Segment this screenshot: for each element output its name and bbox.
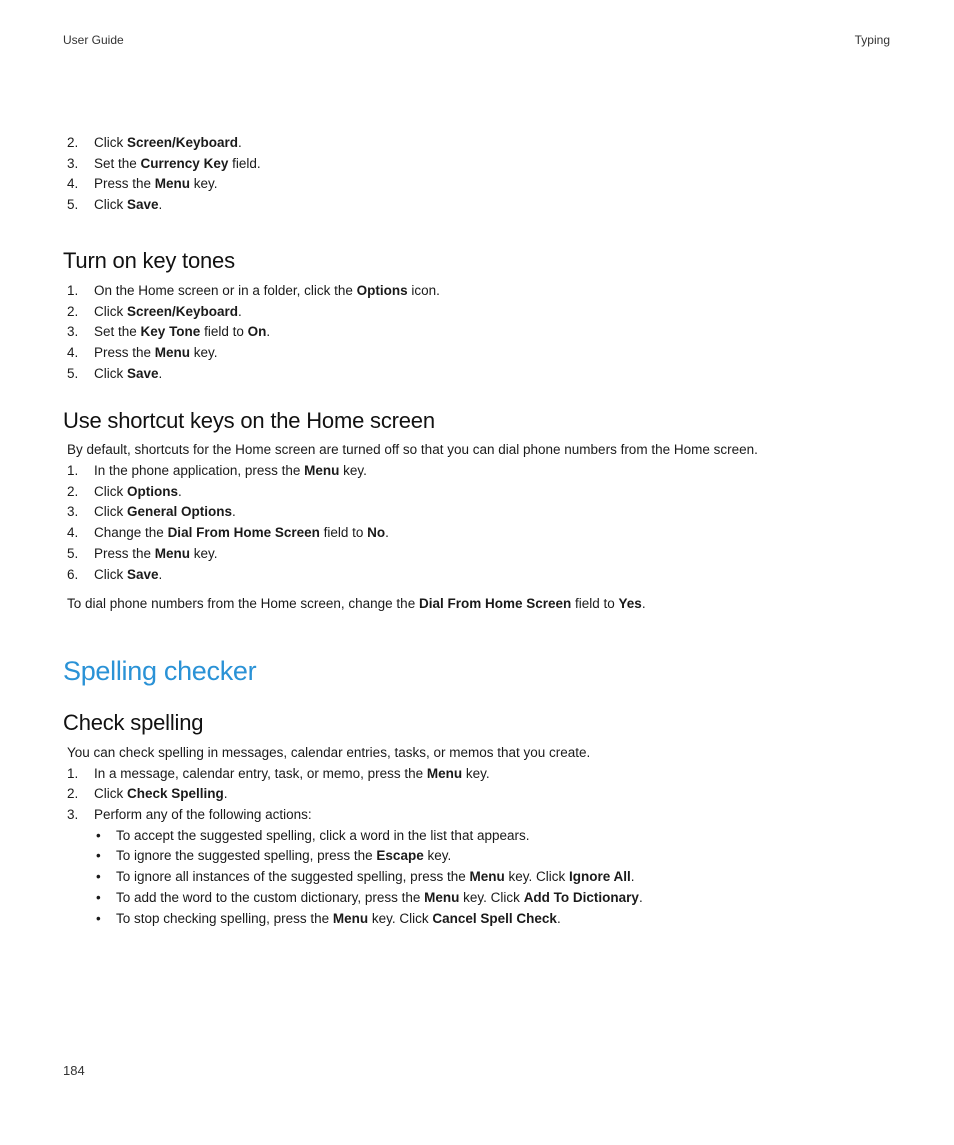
text-run: . (630, 869, 635, 885)
shortcut-keys-note (63, 594, 893, 615)
section-key-tones (63, 247, 893, 385)
text-run: Perform any of the following actions: (94, 807, 312, 823)
text-run: Set the (94, 155, 141, 171)
ui-term: Check Spelling (127, 786, 224, 802)
text-run: Click (94, 135, 127, 150)
ui-term: Dial From Home Screen (418, 596, 572, 612)
text-run: field to (319, 525, 368, 541)
text-run: . (238, 135, 242, 150)
step-number: 1. (67, 765, 79, 781)
ui-term: Ignore All (568, 869, 631, 885)
step-item (63, 281, 893, 302)
section-shortcut-keys (63, 407, 893, 615)
step-item (63, 805, 893, 826)
text-run: Click (94, 197, 127, 213)
action-item (63, 826, 893, 847)
text-run: key. (462, 765, 490, 781)
text-run: key. Click (459, 889, 524, 905)
text-run: Set the (94, 324, 141, 340)
text-run: key. Click (504, 869, 569, 885)
running-header-right: Typing (854, 33, 890, 47)
text-run: . (238, 303, 242, 319)
step-number: 3. (67, 504, 79, 520)
text-run: Press the (94, 344, 155, 360)
step-number: 3. (67, 155, 79, 171)
text-run: Click (94, 483, 127, 499)
text-run: . (158, 365, 163, 381)
text-run: key. (190, 176, 218, 192)
action-item (63, 846, 893, 867)
step-item (63, 482, 893, 503)
text-run: field to (571, 596, 619, 612)
shortcut-keys-steps-list (63, 461, 893, 585)
action-item (63, 888, 893, 909)
text-run: icon. (407, 282, 440, 298)
ui-term: Screen/Keyboard (127, 135, 239, 150)
step-item (63, 502, 893, 523)
step-item (63, 565, 893, 586)
step-number: 3. (67, 807, 79, 823)
action-item (63, 909, 893, 930)
bullet-icon: • (96, 869, 101, 885)
text-run: . (158, 197, 163, 213)
shortcut-keys-intro (63, 440, 893, 461)
text-run: . (556, 910, 561, 926)
bullet-icon: • (96, 910, 101, 926)
ui-term: Options (356, 282, 408, 298)
text-run: . (223, 786, 228, 802)
text-run: key. (190, 344, 218, 360)
page-number: 184 (63, 1063, 85, 1078)
step-number: 5. (67, 197, 79, 213)
text-run: Press the (94, 545, 155, 561)
action-item (63, 867, 893, 888)
text-run: . (638, 889, 643, 905)
ui-term: Menu (426, 765, 463, 781)
text-run: key. (190, 545, 218, 561)
ui-term: Save (127, 566, 159, 582)
step-item (63, 322, 893, 343)
step-item (63, 364, 893, 385)
step-item (63, 523, 893, 544)
step-item (63, 174, 893, 195)
ui-term: Menu (154, 344, 191, 360)
ui-term: On (247, 324, 267, 340)
text-run: Click (94, 365, 127, 381)
text-run: To dial phone numbers from the Home screen, change the (67, 596, 419, 612)
ui-term: Menu (154, 545, 191, 561)
text-run: You can check spelling in messages, calendar entries, tasks, or memos that you create. (67, 744, 591, 760)
check-spelling-actions-list (63, 826, 893, 930)
text-run: To stop checking spelling, press the (116, 910, 333, 926)
step-number: 2. (67, 483, 79, 499)
subsection-check-spelling (63, 709, 893, 929)
intro-steps-list (63, 133, 893, 216)
text-run: . (385, 525, 389, 541)
step-number: 2. (67, 135, 79, 150)
ui-term: No (367, 525, 386, 541)
ui-term: Yes (618, 596, 642, 612)
ui-term: Menu (424, 889, 460, 905)
ui-term: Menu (304, 463, 340, 479)
bullet-icon: • (96, 827, 101, 843)
step-number: 1. (67, 282, 79, 298)
step-number: 5. (67, 545, 79, 561)
step-number: 5. (67, 365, 79, 381)
text-run: To add the word to the custom dictionary, press the (116, 889, 425, 905)
ui-term: Cancel Spell Check (432, 910, 557, 926)
text-run: key. (423, 848, 452, 864)
step-number: 2. (67, 786, 79, 802)
heading-turn-on-key-tones: Turn on key tones (63, 247, 235, 273)
section-spelling-checker (63, 654, 893, 929)
text-run: key. (339, 463, 367, 479)
text-run: Change the (94, 525, 168, 541)
text-run: field to (200, 324, 248, 340)
ui-term: Escape (376, 848, 424, 864)
text-run: To ignore all instances of the suggested spelling, press the (116, 869, 470, 885)
text-run: On the Home screen or in a folder, click the (94, 282, 357, 298)
text-run: Click (94, 504, 127, 520)
ui-term: Menu (469, 869, 505, 885)
text-run: In the phone application, press the (94, 463, 305, 479)
step-item (63, 133, 893, 154)
step-number: 1. (67, 463, 79, 479)
text-run: . (266, 324, 271, 340)
step-item (63, 302, 893, 323)
ui-term: Dial From Home Screen (167, 525, 320, 541)
text-run: . (158, 566, 163, 582)
text-run: In a message, calendar entry, task, or memo, press the (94, 765, 427, 781)
text-run: Click (94, 303, 127, 319)
page-content (63, 133, 893, 929)
check-spelling-steps-list (63, 764, 893, 826)
step-number: 6. (67, 566, 79, 582)
text-run: . (232, 504, 236, 520)
ui-term: General Options (127, 504, 233, 520)
chapter-title-spelling-checker: Spelling checker (63, 655, 257, 686)
step-number: 2. (67, 303, 79, 319)
step-item (63, 154, 893, 175)
heading-check-spelling: Check spelling (63, 709, 204, 735)
running-header-left: User Guide (63, 33, 124, 47)
text-run: Click (94, 566, 127, 582)
bullet-icon: • (96, 848, 101, 864)
step-item (63, 195, 893, 216)
text-run: . (178, 483, 182, 499)
bullet-icon: • (96, 889, 101, 905)
text-run: To accept the suggested spelling, click a word in the list that appears. (116, 827, 530, 843)
step-number: 3. (67, 324, 79, 340)
text-run: . (641, 596, 646, 612)
ui-term: Add To Dictionary (523, 889, 639, 905)
step-item (63, 461, 893, 482)
ui-term: Key Tone (140, 324, 201, 340)
text-run: key. Click (368, 910, 433, 926)
step-item (63, 544, 893, 565)
ui-term: Menu (154, 176, 191, 192)
ui-term: Save (127, 197, 159, 213)
ui-term: Menu (332, 910, 369, 926)
step-item (63, 784, 893, 805)
ui-term: Options (127, 483, 178, 499)
text-run: Click (94, 786, 127, 802)
ui-term: Save (127, 365, 159, 381)
step-number: 4. (67, 176, 79, 192)
step-number: 4. (67, 344, 79, 360)
check-spelling-intro (63, 743, 893, 764)
text-run: By default, shortcuts for the Home screen are turned off so that you can dial phone numbers from the Home screen. (67, 442, 758, 458)
text-run: field. (228, 155, 261, 171)
step-number: 4. (67, 525, 79, 541)
text-run: To ignore the suggested spelling, press the (116, 848, 377, 864)
heading-use-shortcut-keys: Use shortcut keys on the Home screen (63, 408, 435, 434)
key-tones-steps-list (63, 281, 893, 385)
ui-term: Currency Key (140, 155, 229, 171)
step-item (63, 764, 893, 785)
text-run: Press the (94, 176, 155, 192)
step-item (63, 343, 893, 364)
ui-term: Screen/Keyboard (127, 303, 239, 319)
